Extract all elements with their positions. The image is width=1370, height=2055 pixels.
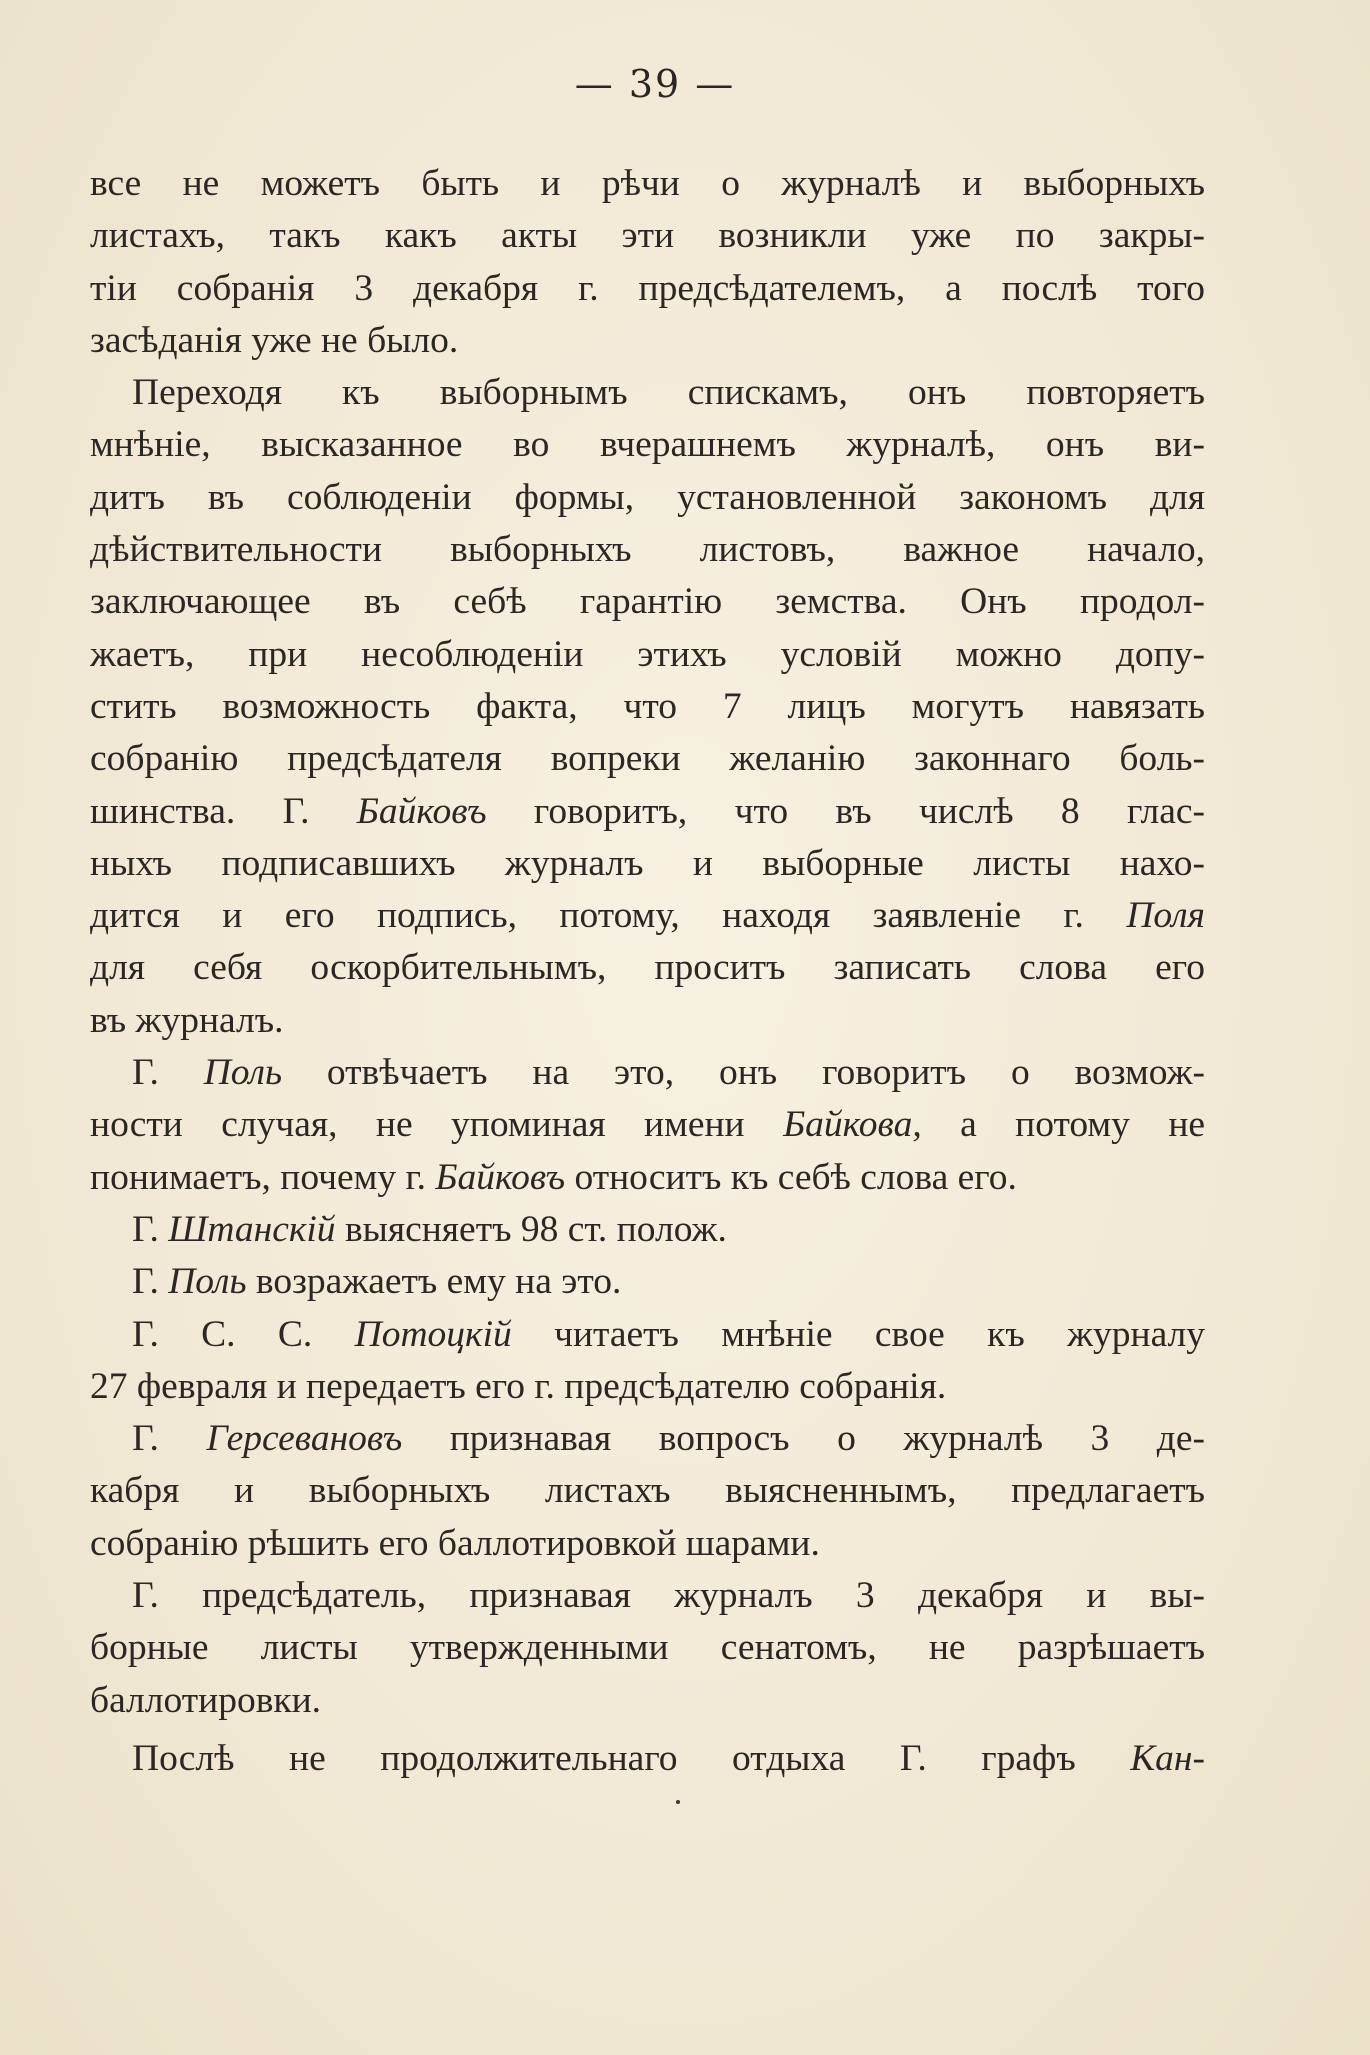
text-line: понимаетъ, почему г. Байковъ относитъ къ себѣ слова его. xyxy=(90,1156,1017,1198)
text-line: собранію рѣшить его баллотировкой шарами. xyxy=(90,1522,820,1564)
text-line: шинства. Г. Байковъ говоритъ, что въ числѣ 8 глас- xyxy=(90,790,1205,832)
text-line: дѣйствительности выборныхъ листовъ, важное начало, xyxy=(90,529,1205,571)
ink-speck xyxy=(676,1800,680,1804)
text-line: баллотировки. xyxy=(90,1679,322,1721)
text-line: мнѣніе, высказанное во вчерашнемъ журналѣ, онъ ви- xyxy=(90,424,1205,466)
person-name: Поля xyxy=(1126,895,1205,937)
person-name: Байковъ xyxy=(356,790,487,832)
text-line: листахъ, такъ какъ акты эти возникли уже по закры- xyxy=(90,215,1205,257)
person-name: Кан- xyxy=(1130,1737,1205,1779)
text-line: ности случая, не упоминая имени Байкова, а потому не xyxy=(90,1104,1206,1146)
text-line: заключающее въ себѣ гарантію земства. Онъ продол- xyxy=(90,581,1205,623)
text-line: все не можетъ быть и рѣчи о журналѣ и выборныхъ xyxy=(90,163,1205,204)
person-name: Потоцкій xyxy=(354,1313,512,1355)
text-line: стить возможность факта, что 7 лицъ могутъ навязать xyxy=(90,685,1205,727)
paragraph-start: Переходя къ выборнымъ спискамъ, онъ повторяетъ xyxy=(132,372,1205,414)
text-line: ныхъ подписавшихъ журналъ и выборные листы нахо- xyxy=(90,842,1205,884)
person-name: Байковъ xyxy=(435,1156,566,1198)
person-name: Байкова, xyxy=(783,1104,922,1146)
text-line: въ журналъ. xyxy=(90,999,284,1041)
paragraph-start: Г. Герсевановъ признавая вопросъ о журналѣ 3 де- xyxy=(132,1418,1206,1460)
page-number: — 39 — xyxy=(574,62,736,106)
text-line: кабря и выборныхъ листахъ выясненнымъ, предлагаетъ xyxy=(90,1470,1205,1512)
text-line: борные листы утвержденными сенатомъ, не разрѣшаетъ xyxy=(90,1627,1205,1669)
text-line: для себя оскорбительнымъ, проситъ записать слова его xyxy=(90,947,1205,989)
text-line: 27 февраля и передаетъ его г. предсѣдателю собранія. xyxy=(90,1365,947,1407)
paragraph-start: Г. предсѣдатель, признавая журналъ 3 декабря и вы- xyxy=(132,1575,1205,1617)
text-line: дитъ въ соблюденіи формы, установленной закономъ для xyxy=(90,476,1205,518)
text-line: собранію предсѣдателя вопреки желанію законнаго боль- xyxy=(90,738,1205,780)
paragraph-start: Г. С. С. Потоцкій читаетъ мнѣніе свое къ журналу xyxy=(132,1313,1206,1355)
text-line: тіи собранія 3 декабря г. предсѣдателемъ, а послѣ того xyxy=(90,267,1205,309)
body-text xyxy=(90,158,1205,1785)
text-line: засѣданія уже не было. xyxy=(90,319,459,361)
text-line: жаетъ, при несоблюденіи этихъ условій можно допу- xyxy=(90,633,1205,675)
person-name: Штанскій xyxy=(168,1208,336,1250)
paragraph-start: Г. Поль возражаетъ ему на это. xyxy=(132,1261,622,1303)
person-name: Поль xyxy=(168,1261,247,1303)
person-name: Герсевановъ xyxy=(206,1418,403,1460)
text-line: дится и его подпись, потому, находя заявленіе г. Поля xyxy=(90,895,1205,937)
paragraph-start: Г. Штанскій выясняетъ 98 ст. полож. xyxy=(132,1208,727,1250)
paragraph-start: Г. Поль отвѣчаетъ на это, онъ говоритъ о возмож- xyxy=(132,1052,1205,1094)
paragraph-start: Послѣ не продолжительнаго отдыха Г. графъ Кан- xyxy=(132,1737,1205,1779)
person-name: Поль xyxy=(203,1052,283,1094)
